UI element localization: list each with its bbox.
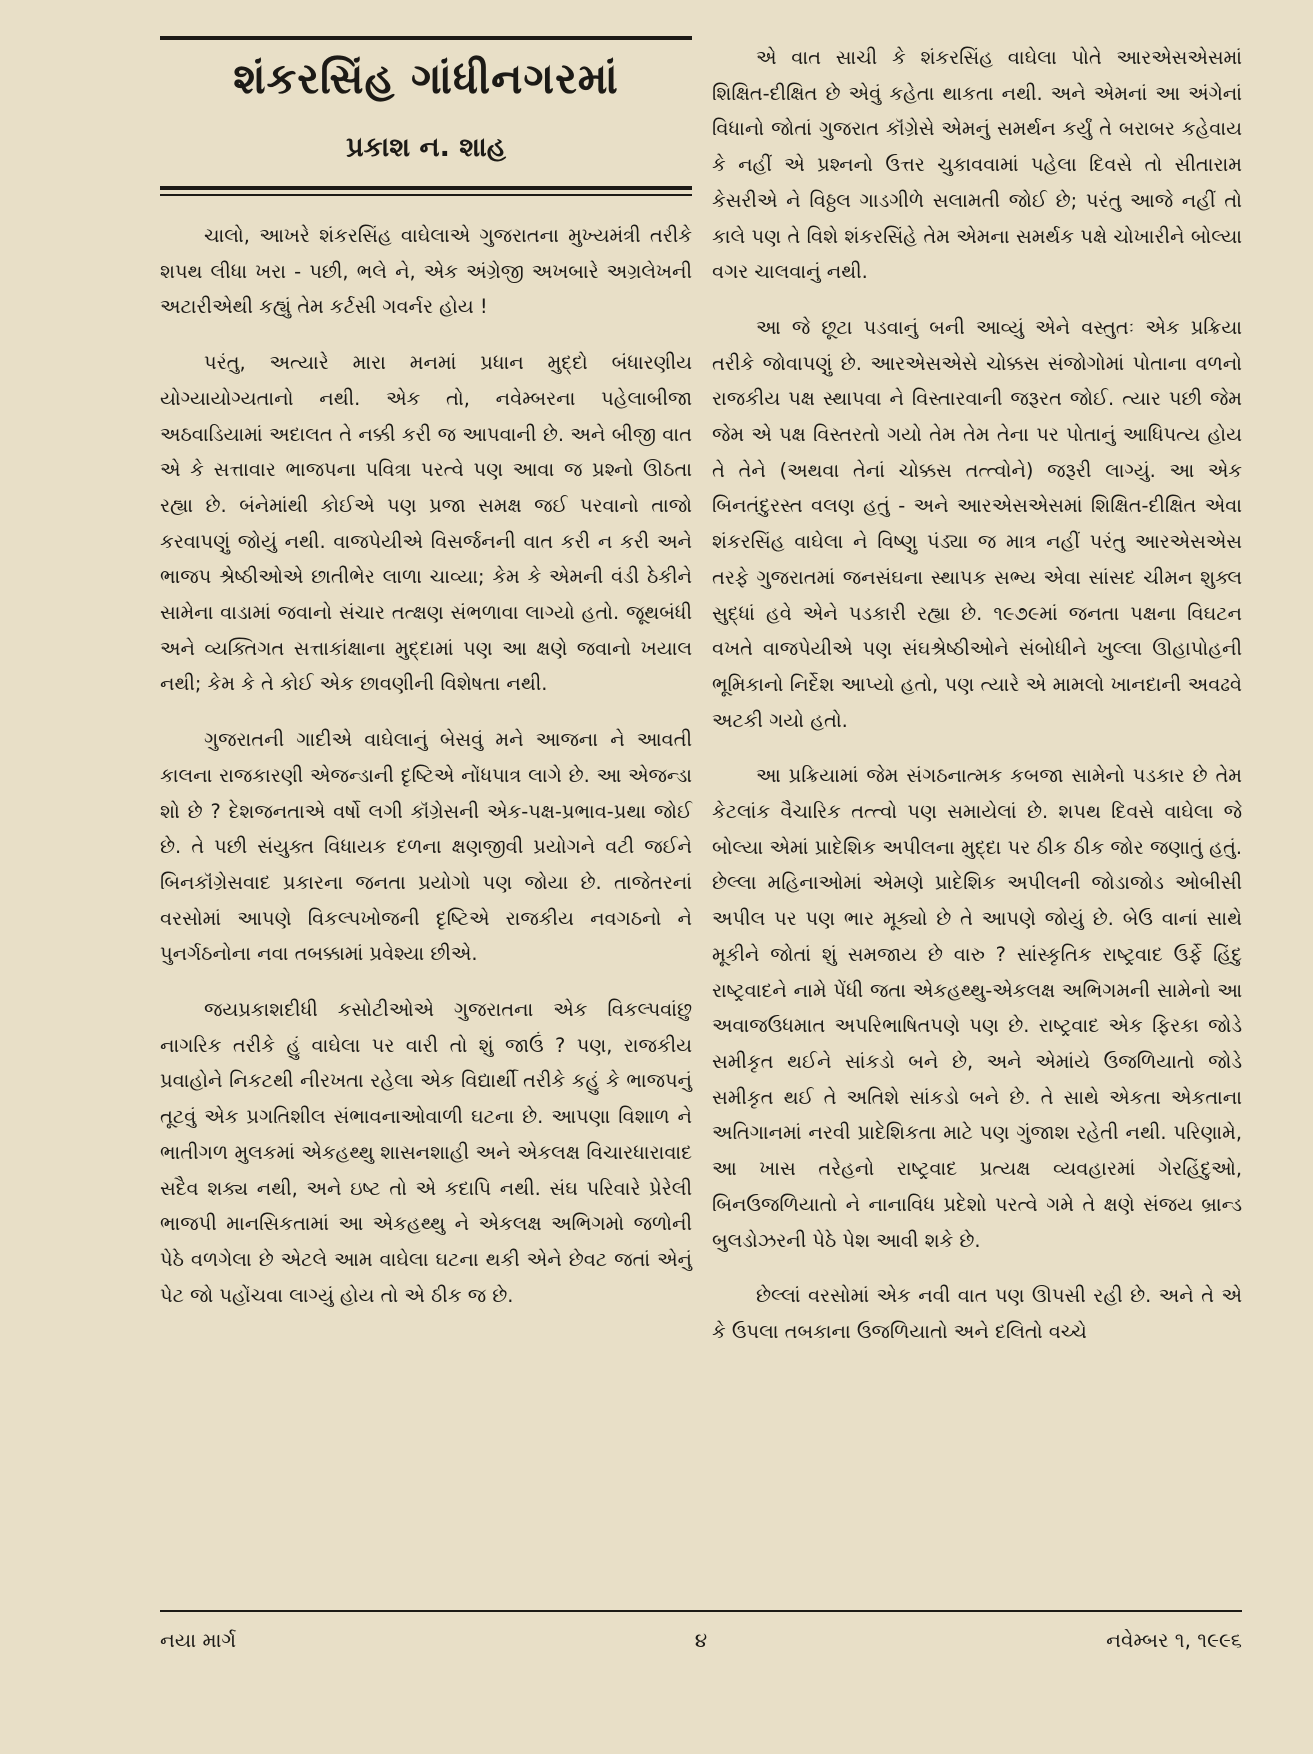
page-footer xyxy=(160,1628,1242,1658)
left-paragraph-1: ચાલો, આખરે શંકરસિંહ વાઘેલાએ ગુજરાતના મુખ્યમંત્રી તરીકે શપથ લીધા ખરા - પછી, ભલે ને, એક અંગ્રેજી અખબારે અગ્રલેખની અટારીએથી કહ્યું તેમ કર્ટસી ગવર્નર હોય ! xyxy=(160,224,692,319)
left-column xyxy=(160,36,692,1333)
right-paragraph-2: આ જે છૂટા પડવાનું બની આવ્યું એને વસ્તુતઃ એક પ્રક્રિયા તરીકે જોવાપણું છે. આરએસએસે ચોક્કસ સંજોગોમાં પોતાના વળનો રાજકીય પક્ષ સ્થાપવા ને વિસ્તારવાની જરૂરત જોઈ. ત્યાર પછી જેમ જેમ એ પક્ષ વિસ્તરતો ગયો તેમ તેમ તેના પર પોતાનું આધિપત્ય હોય તે તેને (અથવા તેનાં ચોક્કસ તત્ત્વોને) જરૂરી લાગ્યું. આ એક બિનતંદુરસ્ત વલણ હતું - અને આરએસએસમાં શિક્ષિત-દીક્ષિત એવા શંકરસિંહ વાઘેલા ને વિષ્ણુ પંડ્યા જ માત્ર નહીં પરંતુ આરએસએસ તરફે ગુજરાતમાં જનસંઘના સ્થાપક સભ્ય એવા સાંસદ ચીમન શુક્લ સુદ્ધાં હવે એને પડકારી રહ્યા છે. ૧૯૭૯માં જનતા પક્ષના વિઘટન વખતે વાજપેયીએ પણ સંઘશ્રેષ્ઠીઓને સંબોધીને ખુલ્લા ઊહાપોહની ભૂમિકાનો નિર્દેશ આપ્યો હતો, પણ ત્યારે એ મામલો ખાનદાની અવઢવે અટકી ગયો હતો. xyxy=(712,315,1242,732)
article-author: પ્રકાશ ન. શાહ xyxy=(346,132,506,163)
footer-page-number: ૪ xyxy=(694,1628,708,1652)
title-top-rule xyxy=(160,36,692,40)
left-paragraph-2: પરંતુ, અત્યારે મારા મનમાં પ્રધાન મુદ્દો બંધારણીય યોગ્યાયોગ્યતાનો નથી. એક તો, નવેમ્બરના પહેલાબીજા અઠવાડિયામાં અદાલત તે નક્કી કરી જ આપવાની છે. અને બીજી વાત એ કે સત્તાવાર ભાજપના પવિત્રા પરત્વે પણ આવા જ પ્રશ્નો ઊઠતા રહ્યા છે. બંનેમાંથી કોઈએ પણ પ્રજા સમક્ષ જઈ પરવાનો તાજો કરવાપણું જોયું નથી. વાજપેયીએ વિસર્જનની વાત કરી ન કરી અને ભાજપ શ્રેષ્ઠીઓએ છાતીભેર લાળા ચાવ્યા; કેમ કે એમની વંડી ઠેકીને સામેના વાડામાં જવાનો સંચાર તત્ક્ષણ સંભળાવા લાગ્યો હતો. જૂથબંધી અને વ્યક્તિગત સત્તાકાંક્ષાના મુદ્દામાં પણ આ ક્ષણે જવાનો ખયાલ નથી; કેમ કે તે કોઈ એક છાવણીની વિશેષતા નથી. xyxy=(160,351,692,696)
right-paragraph-3: આ પ્રક્રિયામાં જેમ સંગઠનાત્મક કબજા સામેનો પડકાર છે તેમ કેટલાંક વૈચારિક તત્ત્વો પણ સમાયેલાં છે. શપથ દિવસે વાઘેલા જે બોલ્યા એમાં પ્રાદેશિક અપીલના મુદ્દા પર ઠીક ઠીક જોર જણાતું હતું. છેલ્લા મહિનાઓમાં એમણે પ્રાદેશિક અપીલની જોડાજોડ ઓબીસી અપીલ પર પણ ભાર મૂક્યો છે તે આપણે જોયું છે. બેઉ વાનાં સાથે મૂકીને જોતાં શું સમજાય છે વારુ ? સાંસ્કૃતિક રાષ્ટ્રવાદ ઉર્ફે હિંદુ રાષ્ટ્રવાદને નામે પેંધી જતા એકહથ્થુ-એકલક્ષ અભિગમની સામેનો આ અવાજઉધમાત અપરિભાષિતપણે પણ છે. રાષ્ટ્રવાદ એક ફિરકા જોડે સમીકૃત થઈને સાંકડો બને છે, અને એમાંયે ઉજળિયાતો જોડે સમીકૃત થઈ તે અતિશે સાંકડો બને છે. તે સાથે એકતા એકતાના અતિગાનમાં નરવી પ્રાદેશિકતા માટે પણ ગુંજાશ રહેતી નથી. પરિણામે, આ ખાસ તરેહનો રાષ્ટ્રવાદ પ્રત્યક્ષ વ્યવહારમાં ગેરહિંદુઓ, બિનઉજળિયાતો ને નાનાવિધ પ્રદેશો પરત્વે ગમે તે ક્ષણે સંજય બ્રાન્ડ બુલડોઝરની પેઠે પેશ આવી શકે છે. xyxy=(712,764,1242,1252)
left-paragraph-3: ગુજરાતની ગાદીએ વાઘેલાનું બેસવું મને આજના ને આવતી કાલના રાજકારણી એજન્ડાની દૃષ્ટિએ નોંધપાત્ર લાગે છે. આ એજન્ડા શો છે ? દેશજનતાએ વર્ષો લગી કૉંગ્રેસની એક-પક્ષ-પ્રભાવ-પ્રથા જોઈ છે. તે પછી સંયુક્ત વિધાયક દળના ક્ષણજીવી પ્રયોગને વટી જઈને બિનકૉંગ્રેસવાદ પ્રકારના જનતા પ્રયોગો પણ જોયા છે. તાજેતરનાં વરસોમાં આપણે વિકલ્પખોજની દૃષ્ટિએ રાજકીય નવગઠનો ને પુનર્ગઠનોના નવા તબક્કામાં પ્રવેશ્યા છીએ. xyxy=(160,728,692,966)
right-paragraph-1: એ વાત સાચી કે શંકરસિંહ વાઘેલા પોતે આરએસએસમાં શિક્ષિત-દીક્ષિત છે એવું કહેતા થાકતા નથી. અને એમનાં આ અંગેનાં વિધાનો જોતાં ગુજરાત કૉંગ્રેસે એમનું સમર્થન કર્યું તે બરાબર કહેવાય કે નહીં એ પ્રશ્નનો ઉત્તર ચુકાવવામાં પહેલા દિવસે તો સીતારામ કેસરીએ ને વિઠ્ઠલ ગાડગીળે સલામતી જોઈ છે; પરંતુ આજે નહીં તો કાલે પણ તે વિશે શંકરસિંહે તેમ એમના સમર્થક પક્ષે ચોખારીને બોલ્યા વગર ચાલવાનું નથી. xyxy=(712,46,1242,284)
article-title: શંકરસિંહ ગાંધીનગરમાં xyxy=(233,54,619,103)
footer-publication: નયા માર્ગ xyxy=(160,1628,237,1652)
author-double-rule xyxy=(160,186,692,196)
right-paragraph-4: છેલ્લાં વરસોમાં એક નવી વાત પણ ઊપસી રહી છે. અને તે એ કે ઉપલા તબકાના ઉજળિયાતો અને દલિતો વચ્ચે xyxy=(712,1284,1242,1343)
left-paragraph-4: જયપ્રકાશદીધી કસોટીઓએ ગુજરાતના એક વિકલ્પવાંછુ નાગરિક તરીકે હું વાઘેલા પર વારી તો શું જાઉં ? પણ, રાજકીય પ્રવાહોને નિકટથી નીરખતા રહેલા એક વિદ્યાર્થી તરીકે કહું કે ભાજપનું તૂટવું એક પ્રગતિશીલ સંભાવનાઓવાળી ઘટના છે. આપણા વિશાળ ને ભાતીગળ મુલકમાં એકહથ્થુ શાસનશાહી અને એકલક્ષ વિચારધારાવાદ સદૈવ શક્ય નથી, અને ઇષ્ટ તો એ કદાપિ નથી. સંઘ પરિવારે પ્રેરેલી ભાજપી માનસિકતામાં આ એકહથ્થુ ને એકલક્ષ અભિગમો જળોની પેઠે વળગેલા છે એટલે આમ વાઘેલા ઘટના થકી એને છેવટ જતાં એનું પેટ જો પહોંચવા લાગ્યું હોય તો એ ઠીક જ છે. xyxy=(160,998,692,1307)
footer-date: નવેમ્બર ૧, ૧૯૯૬ xyxy=(1106,1628,1242,1652)
footer-rule xyxy=(160,1610,1242,1612)
right-column xyxy=(712,40,1242,1370)
